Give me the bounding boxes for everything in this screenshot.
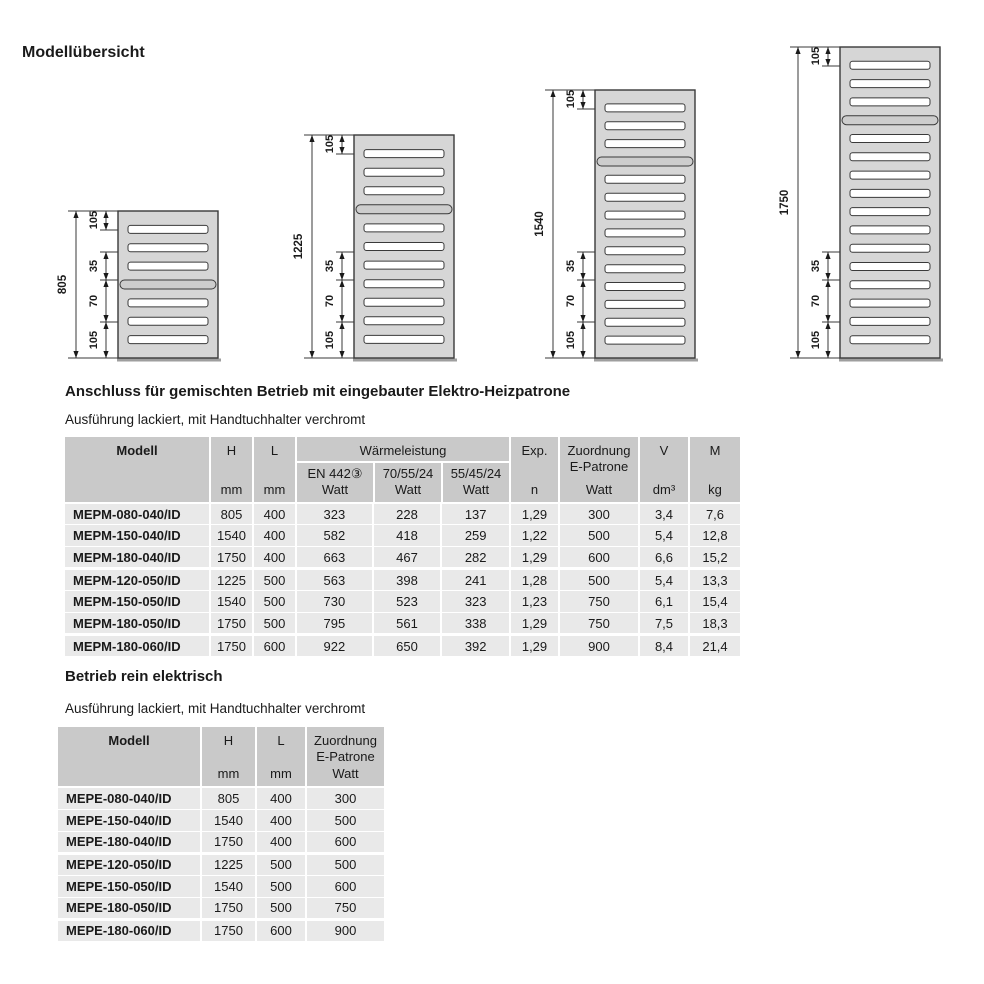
value-cell: 398 [373, 569, 442, 591]
value-cell: 600 [256, 919, 306, 941]
value-cell: 523 [373, 591, 442, 613]
dimension-label: 1540 [534, 211, 547, 237]
value-cell: 1540 [210, 525, 253, 547]
value-cell: 500 [559, 525, 639, 547]
value-cell: 400 [256, 809, 306, 831]
towel-bar [120, 280, 216, 289]
value-cell: 500 [306, 853, 384, 875]
header-row [65, 437, 740, 503]
value-cell: 467 [373, 547, 442, 569]
heating-slot [605, 140, 685, 148]
value-cell: 5,4 [639, 569, 689, 591]
col-header-zuordnung: Zuordnung E-Patrone Watt [306, 727, 384, 787]
dimension-label: 70 [87, 294, 100, 308]
dimension-label: 105 [87, 330, 100, 350]
value-cell: 6,6 [639, 547, 689, 569]
heating-slot [364, 243, 444, 251]
heating-slot [128, 225, 208, 233]
mixed-operation-table [65, 437, 740, 657]
value-cell: 15,2 [689, 547, 740, 569]
value-cell: 400 [256, 831, 306, 853]
heating-slot [605, 193, 685, 201]
value-cell: 600 [306, 875, 384, 897]
value-cell: 8,4 [639, 635, 689, 657]
value-cell: 730 [296, 591, 373, 613]
value-cell: 12,8 [689, 525, 740, 547]
value-cell: 7,6 [689, 503, 740, 525]
value-cell: 300 [559, 503, 639, 525]
heating-slot [850, 171, 930, 179]
heating-slot [128, 336, 208, 344]
col-header-l: L mm [253, 437, 296, 503]
electric-only-heading: Betrieb rein elektrisch [65, 668, 223, 685]
model-cell: MEPM-150-040/ID [65, 525, 210, 547]
heating-slot [850, 226, 930, 234]
value-cell: 805 [201, 787, 256, 809]
heating-slot [850, 244, 930, 252]
col-header-l: L mm [256, 727, 306, 787]
table-row [65, 569, 740, 591]
value-cell: 663 [296, 547, 373, 569]
heating-slot [605, 229, 685, 237]
value-cell: 5,4 [639, 525, 689, 547]
value-cell: 500 [253, 591, 296, 613]
heating-slot [850, 153, 930, 161]
value-cell: 561 [373, 613, 442, 635]
dimension-label: 105 [809, 46, 822, 66]
value-cell: 900 [559, 635, 639, 657]
value-cell: 1,23 [510, 591, 559, 613]
value-cell: 1750 [201, 919, 256, 941]
heating-slot [850, 208, 930, 216]
value-cell: 1,29 [510, 635, 559, 657]
col-subheader-waermeleistung-1: 70/55/24 Watt [373, 463, 441, 502]
table-row [58, 875, 384, 897]
value-cell: 392 [441, 635, 510, 657]
value-cell: 582 [296, 525, 373, 547]
value-cell: 600 [306, 831, 384, 853]
header-row [58, 727, 384, 787]
value-cell: 3,4 [639, 503, 689, 525]
value-cell: 563 [296, 569, 373, 591]
model-cell: MEPM-150-050/ID [65, 591, 210, 613]
heating-slot [605, 122, 685, 130]
value-cell: 300 [306, 787, 384, 809]
value-cell: 18,3 [689, 613, 740, 635]
value-cell: 323 [441, 591, 510, 613]
value-cell: 21,4 [689, 635, 740, 657]
page-title: Modellübersicht [22, 44, 145, 61]
col-subheader-waermeleistung-2: 55/45/24 Watt [441, 463, 509, 502]
value-cell: 500 [253, 569, 296, 591]
dimension-label: 1750 [779, 189, 792, 216]
value-cell: 1,29 [510, 503, 559, 525]
model-cell: MEPE-180-060/ID [58, 919, 201, 941]
heating-slot [364, 280, 444, 288]
model-cell: MEPM-180-050/ID [65, 613, 210, 635]
value-cell: 1,29 [510, 547, 559, 569]
group-header-label: Wärmeleistung [297, 437, 509, 463]
value-cell: 400 [253, 547, 296, 569]
value-cell: 1540 [210, 591, 253, 613]
model-cell: MEPM-180-040/ID [65, 547, 210, 569]
dimension-label: 105 [323, 134, 336, 154]
dimension-label: 35 [323, 259, 336, 273]
value-cell: 805 [210, 503, 253, 525]
table-row [58, 809, 384, 831]
model-cell: MEPE-180-050/ID [58, 897, 201, 919]
value-cell: 228 [373, 503, 442, 525]
heating-slot [850, 317, 930, 325]
value-cell: 282 [441, 547, 510, 569]
heating-slot [605, 318, 685, 326]
heating-slot [850, 61, 930, 69]
col-header-m: M kg [689, 437, 740, 503]
value-cell: 1540 [201, 875, 256, 897]
col-subheader-waermeleistung-0: EN 442③ Watt [307, 466, 363, 497]
dimension-label: 1225 [293, 233, 306, 260]
heating-slot [850, 336, 930, 344]
electric-only-subheading: Ausführung lackiert, mit Handtuchhalter verchromt [65, 701, 366, 716]
heating-slot [364, 335, 444, 343]
value-cell: 750 [306, 897, 384, 919]
value-cell: 1750 [210, 613, 253, 635]
value-cell: 750 [559, 591, 639, 613]
value-cell: 338 [441, 613, 510, 635]
value-cell: 795 [296, 613, 373, 635]
radiator-diagram-1750 [776, 38, 946, 367]
heating-slot [850, 299, 930, 307]
heating-slot [605, 336, 685, 344]
model-cell: MEPE-150-050/ID [58, 875, 201, 897]
value-cell: 1750 [201, 897, 256, 919]
dimension-label: 105 [564, 89, 577, 109]
table-row [65, 613, 740, 635]
col-header-modell: Modell [65, 437, 210, 503]
towel-bar [597, 157, 693, 166]
value-cell: 1225 [201, 853, 256, 875]
table-row [65, 503, 740, 525]
col-header-v: V dm³ [639, 437, 689, 503]
value-cell: 137 [441, 503, 510, 525]
heating-slot [364, 261, 444, 269]
table-row [58, 897, 384, 919]
heating-slot [364, 150, 444, 158]
radiator-diagram-805 [54, 202, 224, 367]
value-cell: 1540 [201, 809, 256, 831]
model-cell: MEPM-120-050/ID [65, 569, 210, 591]
heating-slot [850, 189, 930, 197]
table-row [65, 591, 740, 613]
dimension-label: 70 [323, 294, 336, 308]
col-header-h: H mm [210, 437, 253, 503]
dimension-label: 105 [323, 330, 336, 350]
value-cell: 900 [306, 919, 384, 941]
value-cell: 259 [441, 525, 510, 547]
table-row [65, 635, 740, 657]
mixed-operation-subheading: Ausführung lackiert, mit Handtuchhalter verchromt [65, 412, 366, 427]
heating-slot [364, 317, 444, 325]
heating-slot [364, 224, 444, 232]
heating-slot [128, 262, 208, 270]
dimension-label: 35 [564, 259, 577, 273]
value-cell: 500 [256, 897, 306, 919]
value-cell: 500 [256, 853, 306, 875]
value-cell: 323 [296, 503, 373, 525]
dimension-label: 70 [809, 294, 822, 308]
col-header-waermeleistung [296, 437, 510, 503]
value-cell: 400 [253, 503, 296, 525]
value-cell: 241 [441, 569, 510, 591]
dimension-label: 105 [564, 330, 577, 350]
dimension-label: 70 [564, 294, 577, 308]
value-cell: 500 [256, 875, 306, 897]
dimension-label: 35 [809, 259, 822, 273]
value-cell: 650 [373, 635, 442, 657]
heating-slot [850, 263, 930, 271]
radiator-diagram-1540 [531, 81, 701, 367]
dimension-label: 805 [57, 274, 70, 295]
value-cell: 1750 [201, 831, 256, 853]
value-cell: 922 [296, 635, 373, 657]
table-row [65, 547, 740, 569]
value-cell: 418 [373, 525, 442, 547]
model-cell: MEPM-180-060/ID [65, 635, 210, 657]
table-row [58, 831, 384, 853]
heating-slot [364, 168, 444, 176]
value-cell: 1,28 [510, 569, 559, 591]
heating-slot [128, 244, 208, 252]
model-cell: MEPE-180-040/ID [58, 831, 201, 853]
heating-slot [128, 317, 208, 325]
model-cell: MEPM-080-040/ID [65, 503, 210, 525]
model-cell: MEPE-150-040/ID [58, 809, 201, 831]
heating-slot [850, 98, 930, 106]
model-cell: MEPE-080-040/ID [58, 787, 201, 809]
heating-slot [605, 247, 685, 255]
model-cell: MEPE-120-050/ID [58, 853, 201, 875]
value-cell: 13,3 [689, 569, 740, 591]
table-row [65, 525, 740, 547]
value-cell: 1,22 [510, 525, 559, 547]
electric-only-table [58, 727, 384, 942]
value-cell: 15,4 [689, 591, 740, 613]
mixed-operation-heading: Anschluss für gemischten Betrieb mit eingebauter Elektro-Heizpatrone [65, 383, 571, 400]
table-row [58, 853, 384, 875]
heating-slot [605, 211, 685, 219]
towel-bar [842, 116, 938, 125]
heating-slot [605, 283, 685, 291]
col-header-zuordnung: Zuordnung E-Patrone Watt [559, 437, 639, 503]
heating-slot [605, 175, 685, 183]
heating-slot [128, 299, 208, 307]
heating-slot [605, 300, 685, 308]
table-row [58, 919, 384, 941]
table-row [58, 787, 384, 809]
towel-bar [356, 205, 452, 214]
value-cell: 600 [559, 547, 639, 569]
value-cell: 7,5 [639, 613, 689, 635]
value-cell: 600 [253, 635, 296, 657]
value-cell: 1225 [210, 569, 253, 591]
radiator-body [840, 47, 940, 358]
heating-slot [364, 298, 444, 306]
col-header-modell: Modell [58, 727, 201, 787]
heating-slot [850, 135, 930, 143]
value-cell: 1750 [210, 635, 253, 657]
value-cell: 400 [256, 787, 306, 809]
dimension-label: 35 [87, 259, 100, 273]
value-cell: 1,29 [510, 613, 559, 635]
heating-slot [605, 104, 685, 112]
col-header-exp: Exp. n [510, 437, 559, 503]
col-header-h: H mm [201, 727, 256, 787]
radiator-diagram-1225 [290, 126, 460, 367]
heating-slot [850, 80, 930, 88]
value-cell: 400 [253, 525, 296, 547]
heating-slot [605, 265, 685, 273]
dimension-label: 105 [809, 330, 822, 350]
dimension-label: 105 [87, 210, 100, 230]
heating-slot [850, 281, 930, 289]
value-cell: 500 [253, 613, 296, 635]
radiator-diagrams-row [0, 0, 984, 375]
heating-slot [364, 187, 444, 195]
value-cell: 750 [559, 613, 639, 635]
value-cell: 500 [306, 809, 384, 831]
value-cell: 6,1 [639, 591, 689, 613]
value-cell: 1750 [210, 547, 253, 569]
value-cell: 500 [559, 569, 639, 591]
